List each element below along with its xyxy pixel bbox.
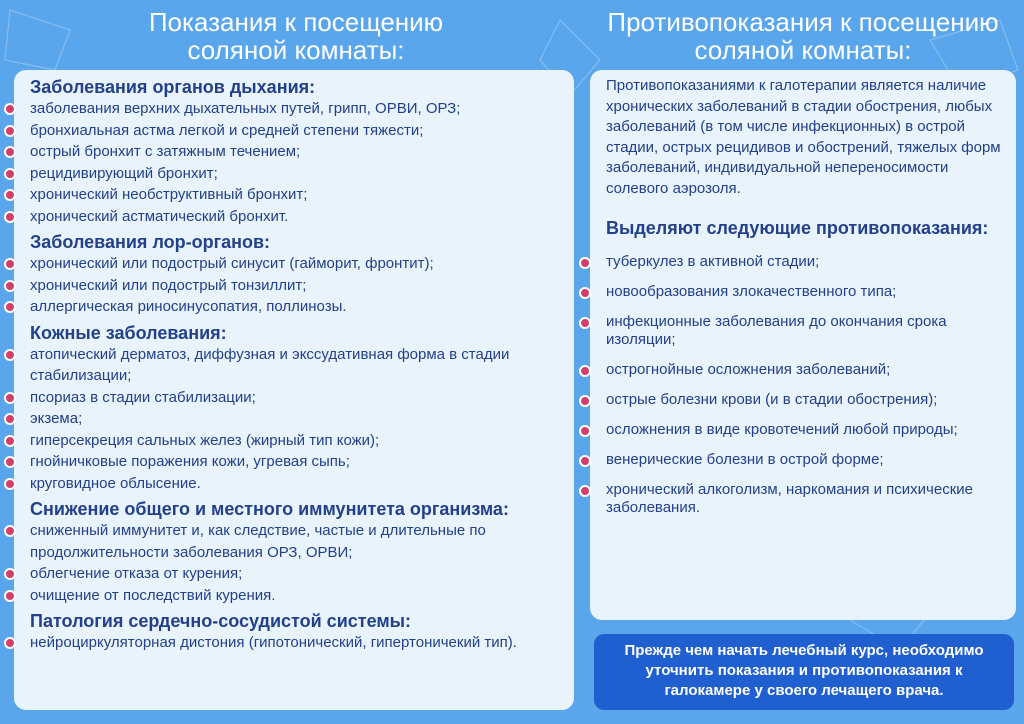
section-ent — [30, 231, 564, 318]
list-item: очищение от последствий курения. — [30, 585, 564, 607]
list-item: острые болезни крови (и в стадии обострения); — [606, 391, 1004, 409]
indications-heading-line-1: Показания к посещению — [148, 7, 444, 37]
contraindications-panel — [590, 70, 1016, 620]
list-item: круговидное облысение. — [30, 473, 564, 495]
indications-heading — [18, 8, 574, 64]
indication-list — [30, 520, 564, 606]
list-item: хронический алкоголизм, наркомания и психические заболевания. — [606, 481, 1004, 517]
indication-list — [30, 344, 564, 495]
list-item: хронический или подострый тонзиллит; — [30, 275, 564, 297]
list-item: бронхиальная астма легкой и средней степени тяжести; — [30, 120, 564, 142]
section-title: Заболевания органов дыхания: — [30, 77, 316, 97]
list-item: хронический астматический бронхит. — [30, 206, 564, 228]
section-respiratory — [30, 76, 564, 227]
indications-heading-line-2: соляной комнаты: — [187, 35, 405, 65]
list-item: хронический необструктивный бронхит; — [30, 184, 564, 206]
contraindications-subtitle: Выделяют следующие противопоказания: — [606, 218, 989, 238]
list-item: хронический или подострый синусит (гайморит, фронтит); — [30, 253, 564, 275]
section-title: Заболевания лор-органов: — [30, 232, 271, 252]
list-item: новообразования злокачественного типа; — [606, 283, 1004, 301]
list-item: аллергическая риносинусопатия, поллинозы. — [30, 296, 564, 318]
list-item: инфекционные заболевания до окончания срока изоляции; — [606, 313, 1004, 349]
section-immunity — [30, 498, 564, 606]
section-title: Снижение общего и местного иммунитета организма: — [30, 499, 509, 519]
list-item: нейроциркуляторная дистония (гипотонический, гипертоничекий тип). — [30, 632, 564, 654]
contraindications-heading-line-2: соляной комнаты: — [694, 35, 912, 65]
contraindications-heading-line-1: Противопоказания к посещению — [607, 7, 999, 37]
list-item: осложнения в виде кровотечений любой природы; — [606, 421, 1004, 439]
indication-list — [30, 253, 564, 318]
list-item: атопический дерматоз, диффузная и экссудативная форма в стадии стабилизации; — [30, 344, 564, 387]
list-item: сниженный иммунитет и, как следствие, частые и длительные по продолжительности заболевания ОРЗ, ОРВИ; — [30, 520, 564, 563]
list-item: острогнойные осложнения заболеваний; — [606, 361, 1004, 379]
contraindication-list — [606, 253, 1004, 517]
section-skin — [30, 322, 564, 495]
indication-list — [30, 98, 564, 227]
indications-panel — [14, 70, 574, 710]
list-item: заболевания верхних дыхательных путей, грипп, ОРВИ, ОРЗ; — [30, 98, 564, 120]
list-item: туберкулез в активной стадии; — [606, 253, 1004, 271]
list-item: облегчение отказа от курения; — [30, 563, 564, 585]
section-cardiovascular — [30, 610, 564, 654]
list-item: экзема; — [30, 408, 564, 430]
list-item: острый бронхит с затяжным течением; — [30, 141, 564, 163]
indication-list — [30, 632, 564, 654]
list-item: псориаз в стадии стабилизации; — [30, 387, 564, 409]
contraindications-heading — [588, 8, 1018, 64]
section-title: Патология сердечно-сосудистой системы: — [30, 611, 412, 631]
list-item: венерические болезни в острой форме; — [606, 451, 1004, 469]
section-title: Кожные заболевания: — [30, 322, 227, 343]
list-item: гиперсекреция сальных желез (жирный тип кожи); — [30, 430, 564, 452]
doctor-consult-note: Прежде чем начать лечебный курс, необходимо уточнить показания и противопоказания к галокамере у своего лечащего врача. — [594, 634, 1014, 710]
list-item: рецидивирующий бронхит; — [30, 163, 564, 185]
contraindications-intro: Противопоказаниями к галотерапии является наличие хронических заболеваний в стадии обострения, любых заболеваний (в том числе инфекционных) в острой стадии, острых рецидивов и обострений, тяжелых форм заболеваний, индивидуальной непереносимости солевого аэрозоля. — [606, 77, 1001, 197]
list-item: гнойничковые поражения кожи, угревая сыпь; — [30, 451, 564, 473]
